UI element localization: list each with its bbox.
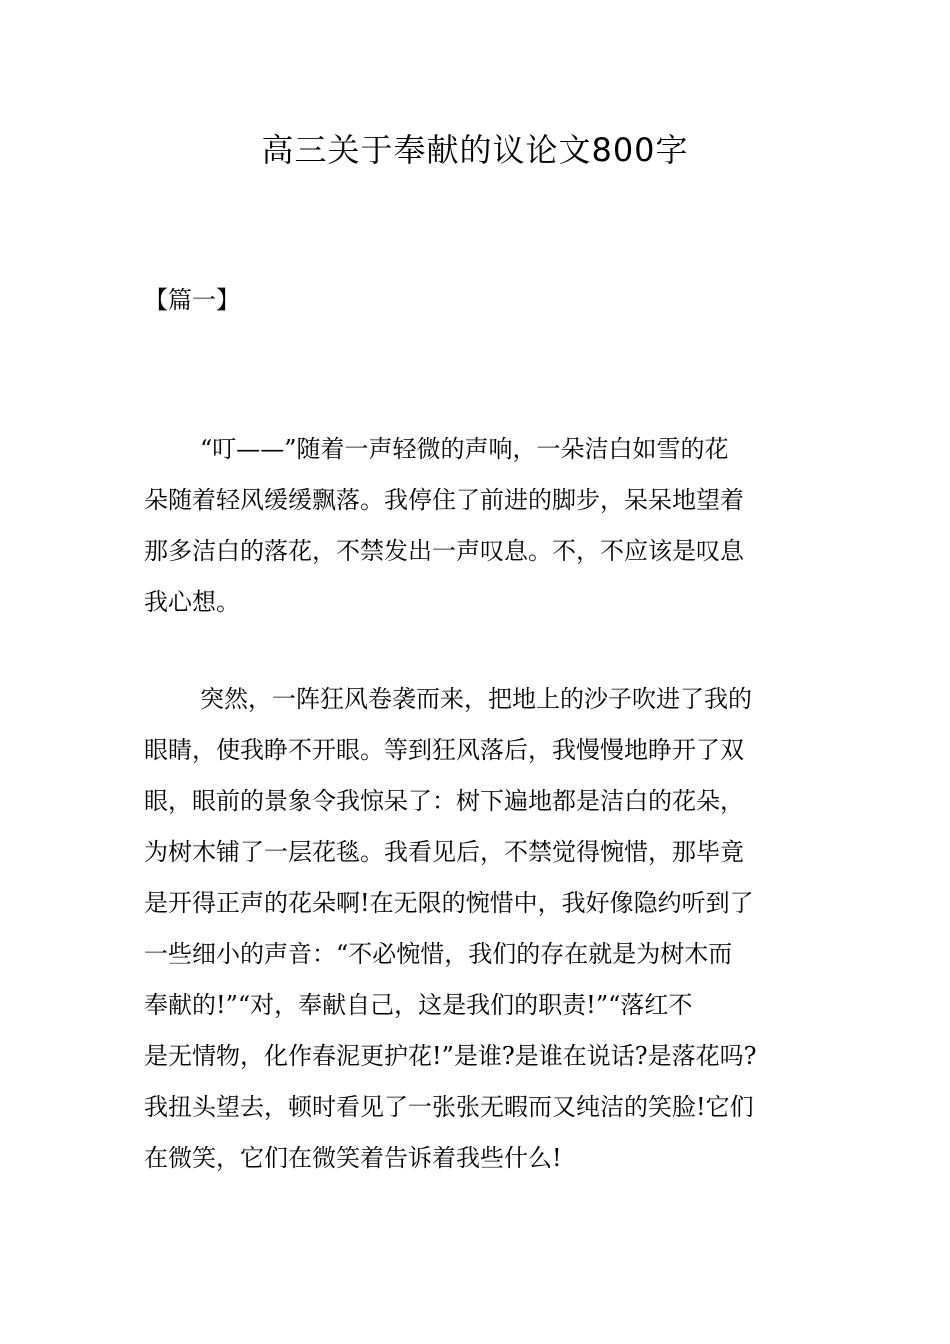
page-title: 高三关于奉献的议论文800字 (261, 131, 689, 169)
paragraph-2 (144, 674, 814, 1184)
paragraph-line: 是无情物，化作春泥更护花!”是谁?是谁在说话?是落花吗? (144, 1042, 757, 1070)
paragraph-line: 眼，眼前的景象令我惊呆了：树下遍地都是洁白的花朵， (144, 787, 744, 815)
paragraph-line: 我扭头望去，顿时看见了一张张无暇而又纯洁的笑脸!它们 (144, 1093, 754, 1121)
paragraph-line: “叮——”随着一声轻微的声响，一朵洁白如雪的花 (200, 435, 729, 463)
paragraph-line: 突然，一阵狂风卷袭而来，把地上的沙子吹进了我的 (200, 685, 752, 713)
paragraph-line: 在微笑，它们在微笑着告诉着我些什么! (144, 1144, 562, 1172)
paragraph-line: 眼睛，使我睁不开眼。等到狂风落后，我慢慢地睁开了双 (144, 736, 744, 764)
paragraph-line: 一些细小的声音：“不必惋惜，我们的存在就是为树木而 (144, 940, 733, 968)
paragraph-line: 是开得正声的花朵啊!在无限的惋惜中，我好像隐约听到了 (144, 889, 754, 917)
paragraph-line: 朵随着轻风缓缓飘落。我停住了前进的脚步，呆呆地望着 (144, 486, 744, 514)
paragraph-line: 奉献的!”“对，奉献自己，这是我们的职责!”“落红不 (144, 991, 693, 1019)
paragraph-line: 那多洁白的落花，不禁发出一声叹息。不，不应该是叹息 (144, 537, 744, 565)
paragraph-line: 为树木铺了一层花毯。我看见后，不禁觉得惋惜，那毕竟 (144, 838, 744, 866)
section-label: 【篇一】 (144, 286, 240, 314)
paragraph-1 (144, 424, 814, 628)
paragraph-line: 我心想。 (144, 588, 240, 616)
